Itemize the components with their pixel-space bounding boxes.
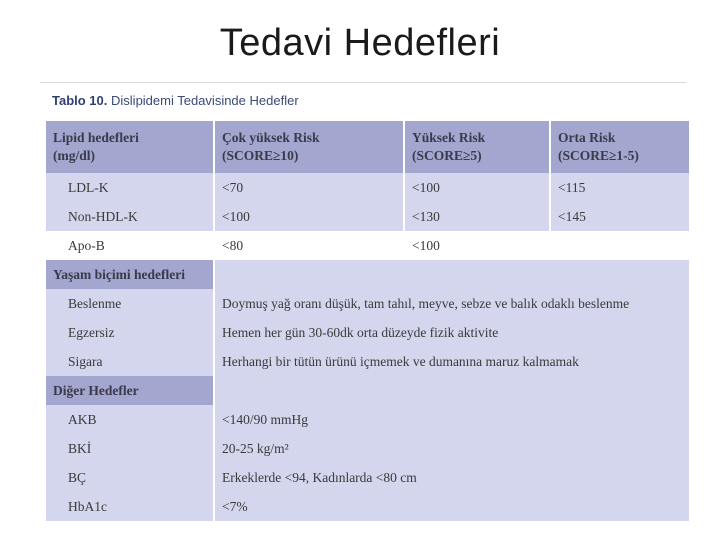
row-label: Apo-B: [46, 231, 214, 260]
table-caption: [52, 93, 299, 108]
row-label: LDL-K: [46, 173, 214, 202]
row-label: Egzersiz: [46, 318, 214, 347]
row-label: Beslenme: [46, 289, 214, 318]
section-blank-cell: [214, 376, 690, 405]
table-row: [46, 347, 690, 376]
section-lifestyle-title: Yaşam biçimi hedefleri: [46, 260, 214, 289]
section-blank-cell: [214, 260, 690, 289]
row-label: Non-HDL-K: [46, 202, 214, 231]
table-header-row: [46, 121, 690, 173]
cell-high: <100: [404, 231, 550, 260]
row-value: Erkeklerde <94, Kadınlarda <80 cm: [214, 463, 690, 492]
section-header-row: [46, 260, 690, 289]
header-moderate-risk: Orta Risk (SCORE≥1-5): [550, 121, 690, 173]
cell-high: <130: [404, 202, 550, 231]
header-high-risk: Yüksek Risk (SCORE≥5): [404, 121, 550, 173]
targets-table: [46, 121, 691, 521]
row-value: <140/90 mmHg: [214, 405, 690, 434]
slide-title: Tedavi Hedefleri: [219, 22, 501, 64]
table-row: [46, 173, 690, 202]
table-row: [46, 405, 690, 434]
row-value: Hemen her gün 30-60dk orta düzeyde fizik aktivite: [214, 318, 690, 347]
row-label: BÇ: [46, 463, 214, 492]
header-lipid-targets: Lipid hedefleri (mg/dl): [46, 121, 214, 173]
row-value: 20-25 kg/m²: [214, 434, 690, 463]
row-label: AKB: [46, 405, 214, 434]
cell-very-high: <70: [214, 173, 404, 202]
cell-high: <100: [404, 173, 550, 202]
table-row: [46, 289, 690, 318]
row-label: Sigara: [46, 347, 214, 376]
cell-moderate: [550, 231, 690, 260]
section-header-row: [46, 376, 690, 405]
table-figure: [40, 82, 686, 522]
cell-very-high: <100: [214, 202, 404, 231]
table-row: [46, 202, 690, 231]
cell-very-high: <80: [214, 231, 404, 260]
row-label: BKİ: [46, 434, 214, 463]
row-value: Doymuş yağ oranı düşük, tam tahıl, meyve, sebze ve balık odaklı beslenme: [214, 289, 690, 318]
cell-moderate: <145: [550, 202, 690, 231]
table-caption-text: Dislipidemi Tedavisinde Hedefler: [111, 93, 299, 108]
table-row: [46, 434, 690, 463]
cell-moderate: <115: [550, 173, 690, 202]
row-value: <7%: [214, 492, 690, 521]
row-value: Herhangi bir tütün ürünü içmemek ve dumanına maruz kalmamak: [214, 347, 690, 376]
row-label: HbA1c: [46, 492, 214, 521]
table-row: [46, 463, 690, 492]
table-row: [46, 492, 690, 521]
table-row: [46, 231, 690, 260]
header-very-high-risk: Çok yüksek Risk (SCORE≥10): [214, 121, 404, 173]
section-other-title: Diğer Hedefler: [46, 376, 214, 405]
table-caption-number: Tablo 10.: [52, 93, 108, 108]
table-row: [46, 318, 690, 347]
